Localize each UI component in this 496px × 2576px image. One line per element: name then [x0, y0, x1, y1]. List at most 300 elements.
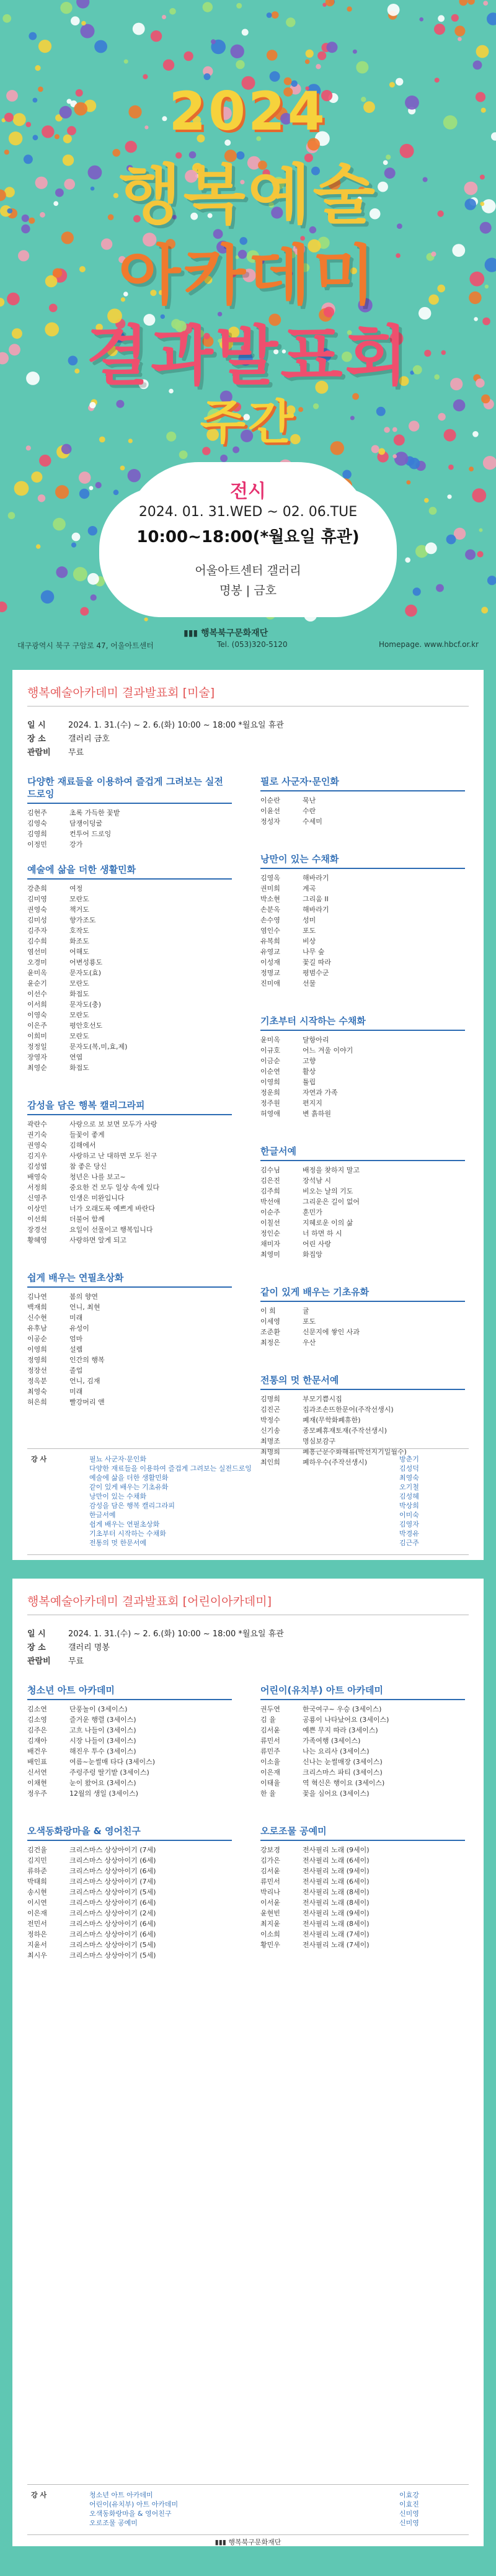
artwork-title: 크리스마스 파티 (3세이스): [303, 1768, 383, 1776]
lecturer-name: 신미영: [399, 2519, 419, 2527]
artwork-title: 공룡이 나타났어요 (3세이스): [303, 1716, 389, 1724]
kids-place-row: [27, 1641, 110, 1652]
artwork-title: 폐흥근문수화해류(박선지기일월수): [303, 1448, 407, 1456]
artwork-title: 평범수군: [303, 969, 329, 977]
confetti-dot: [267, 50, 278, 61]
artist-name: 최시우: [27, 1951, 47, 1959]
artist-row: [260, 978, 465, 989]
artist-row: [260, 1940, 465, 1950]
artwork-title: 전사필리 노래 (8세이): [303, 1888, 370, 1896]
artist-name: 정운희: [260, 1089, 280, 1097]
artist-row: [27, 1010, 232, 1020]
artist-name: 류민주: [260, 1747, 280, 1755]
artist-row: [260, 1788, 465, 1799]
confetti-dot: [394, 452, 409, 466]
confetti-dot: [438, 15, 445, 22]
lecture-course: 감성을 담은 행복 캘리그라피: [89, 1502, 175, 1510]
lecturer-name: 이효강: [399, 2491, 419, 2499]
confetti-dot: [316, 64, 321, 69]
info-cloud: [124, 462, 372, 617]
artist-row: [260, 1207, 465, 1218]
artwork-title: 요일이 선물이고 행복입니다: [69, 1226, 153, 1234]
artwork-title: 그리움 II: [303, 895, 329, 903]
artist-name: 권기숙: [27, 1131, 47, 1139]
artist-name: 김은진: [260, 1177, 280, 1185]
artist-row: [260, 904, 465, 915]
artist-row: [27, 1052, 232, 1063]
kids-section-title: 행복예술아카데미 결과발표회 [어린이아카데미]: [27, 1595, 272, 1608]
artist-row: [260, 1228, 465, 1239]
confetti-dot: [472, 488, 486, 502]
confetti-dot: [236, 3, 242, 9]
artwork-title: 비상: [303, 937, 316, 945]
artist-row: [260, 1746, 465, 1757]
gallery-names: 명봉 | 금호: [219, 584, 277, 597]
artist-name: 김명희: [260, 1395, 280, 1403]
confetti-dot: [347, 6, 352, 11]
artist-name: 박선애: [260, 1198, 280, 1206]
fee-label: 관람비: [27, 748, 51, 757]
lecture-course: 필뇨 사군자·문인화: [89, 1455, 147, 1463]
artist-row: [27, 1950, 232, 1961]
artist-name: 허영애: [260, 1110, 280, 1118]
group-title: 청소년 아트 아카데미: [27, 1684, 232, 1700]
artwork-title: 포도: [303, 1317, 316, 1326]
organizer-bar: [0, 626, 496, 650]
artist-name: 이규호: [260, 1046, 280, 1054]
artwork-title: 향가조도: [69, 916, 96, 924]
homepage-link[interactable]: Homepage. www.hbcf.or.kr: [378, 640, 479, 649]
artist-group: [27, 1684, 232, 1799]
artist-name: 송시현: [27, 1888, 47, 1896]
artwork-title: 전사필리 노래 (7세이): [303, 1941, 370, 1949]
artist-group: [27, 775, 232, 850]
confetti-dot: [81, 24, 95, 38]
artist-group: [260, 1684, 465, 1799]
artist-name: 김서윤: [260, 1726, 280, 1734]
foundation-name: 행복북구문화재단: [201, 628, 268, 638]
artist-row: [27, 968, 232, 978]
artist-name: 김미성: [27, 916, 47, 924]
artist-row: [27, 1866, 232, 1876]
artwork-title: 배정을 찾하지 말고: [303, 1166, 360, 1174]
hero-subtitle: 주간: [200, 394, 296, 450]
artist-name: 정정일: [27, 1043, 47, 1051]
lecturer-name: 김성덕: [399, 1464, 419, 1473]
artist-name: 정우주: [27, 1789, 47, 1798]
artist-name: 이태율: [260, 1779, 280, 1787]
artwork-title: 자연과 가족: [303, 1089, 338, 1097]
artist-name: 강보경: [260, 1846, 280, 1854]
confetti-dot: [356, 61, 368, 74]
lecturer-label: 강 사: [31, 2491, 47, 2499]
lecturer-name: 이효진: [399, 2500, 419, 2508]
artist-row: [27, 1161, 232, 1172]
artwork-title: 성미: [303, 916, 316, 924]
artist-name: 류민서: [260, 1737, 280, 1745]
artwork-title: 전사필리 노래 (9세이): [303, 1846, 370, 1854]
group-title: 한글서예: [260, 1145, 465, 1161]
artwork-title: 어린 사랑: [303, 1240, 332, 1248]
artist-name: 권영숙: [27, 1141, 47, 1149]
artist-name: 진미애: [260, 979, 280, 987]
artist-name: 김 율: [260, 1716, 276, 1724]
footer-logo-text: 행복북구문화재단: [228, 2538, 281, 2546]
group-title: 감성을 담은 행복 캘리그라피: [27, 1099, 232, 1115]
artist-row: [27, 1313, 232, 1323]
artist-name: 김지우: [27, 1152, 47, 1160]
confetti-dot: [317, 51, 326, 60]
artist-name: 이선수: [27, 990, 47, 998]
artist-name: 정인순: [260, 1229, 280, 1237]
artwork-title: 책거도: [69, 906, 89, 914]
lecturer-name: 오기철: [399, 1483, 419, 1491]
artist-name: 김재아: [27, 1737, 47, 1745]
artist-name: 이서윤: [260, 1899, 280, 1907]
artist-name: 이채현: [27, 1779, 47, 1787]
confetti-dot: [56, 566, 68, 578]
artist-row: [27, 1224, 232, 1235]
artist-name: 김서윤: [260, 1867, 280, 1875]
artist-name: 이소희: [260, 1930, 280, 1938]
artist-row: [260, 1908, 465, 1919]
artist-row: [260, 1239, 465, 1249]
artist-name: 박정수: [260, 1416, 280, 1424]
artwork-title: 들꽃이 좋게: [69, 1131, 105, 1139]
confetti-dot: [353, 50, 357, 54]
artwork-title: 너 하면 하 시: [303, 1229, 342, 1237]
artist-name: 김주자: [27, 927, 47, 935]
artwork-title: 인생은 미완입니다: [69, 1194, 125, 1202]
confetti-dot: [109, 582, 117, 590]
artist-row: [27, 1725, 232, 1736]
artist-name: 최명희: [260, 1448, 280, 1456]
artist-name: 김진곤: [260, 1406, 280, 1414]
lecture-course: 전통의 멋 한문서예: [89, 1539, 147, 1547]
artist-row: [27, 1214, 232, 1224]
artist-row: [27, 999, 232, 1010]
artist-name: 최인희: [260, 1458, 280, 1466]
artwork-title: 설렘: [69, 1345, 83, 1353]
artist-row: [27, 1020, 232, 1031]
confetti-dot: [87, 573, 99, 585]
artist-name: 정명교: [260, 969, 280, 977]
kids-date-row: [27, 1627, 284, 1639]
lecturer-name: 최영숙: [399, 1474, 419, 1482]
confetti-dot: [124, 60, 128, 64]
group-title: 오색동화랑마을 & 영어친구: [27, 1825, 232, 1841]
artist-row: [27, 1203, 232, 1214]
artwork-title: 꽃길 따라: [303, 958, 332, 966]
artwork-title: 단풍놀이 (3세이스): [69, 1705, 128, 1713]
artist-row: [27, 1041, 232, 1052]
confetti-dot: [467, 0, 475, 5]
date-value: 2024. 1. 31.(수) ~ 2. 6.(화) 10:00 ~ 18:00 *월요일 휴관: [68, 1629, 284, 1639]
artist-name: 김영숙: [27, 819, 47, 827]
hero-title-line-1: 행복예술: [118, 157, 378, 233]
artist-row: [27, 1302, 232, 1313]
lecture-course: 오로조물 공예미: [89, 2519, 138, 2527]
artist-row: [260, 816, 465, 827]
artist-name: 최정은: [260, 1339, 280, 1347]
artwork-title: 폐하우수(주작선생시): [303, 1458, 368, 1466]
artwork-title: 훈민가: [303, 1208, 322, 1216]
artwork-title: 나무 숲: [303, 948, 325, 956]
artist-name: 유영교: [260, 948, 280, 956]
artist-name: 이영희: [27, 1345, 47, 1353]
artist-name: 권미희: [260, 885, 280, 893]
confetti-dot: [169, 8, 176, 15]
hero-year: 2024: [169, 81, 327, 143]
confetti-dot: [305, 60, 310, 65]
artwork-title: 눈이 왔어요 (3세이스): [69, 1779, 136, 1787]
artist-name: 이시연: [27, 1899, 47, 1907]
artwork-title: 명심보감구: [303, 1437, 336, 1445]
artwork-title: 화조도: [69, 937, 89, 945]
artwork-title: 집과조손뜨한문어(주작선생시): [303, 1406, 394, 1414]
confetti-dot: [162, 15, 166, 19]
artist-row: [27, 1386, 232, 1397]
artist-row: [27, 957, 232, 968]
artist-row: [260, 1866, 465, 1876]
group-title: 예술에 삶을 더한 생활민화: [27, 863, 232, 880]
artist-name: 이순란: [260, 796, 280, 804]
artist-name: 이성재: [260, 958, 280, 966]
artist-name: 신서연: [27, 1768, 47, 1776]
confetti-dot: [405, 558, 410, 563]
artist-row: [260, 1736, 465, 1746]
confetti-dot: [144, 618, 148, 622]
artist-name: 김주은: [27, 1726, 47, 1734]
artwork-title: 시장 나들이 (3세이스): [69, 1737, 136, 1745]
artist-name: 장경선: [27, 1226, 47, 1234]
artist-name: 이윤선: [260, 807, 280, 815]
artist-row: [260, 1077, 465, 1087]
lecture-course: 오색동화랑마을 & 영어친구: [89, 2510, 172, 2518]
artist-row: [260, 1425, 465, 1436]
artwork-title: 컨투어 드로잉: [69, 830, 112, 838]
confetti-dot: [479, 528, 483, 532]
artist-row: [27, 1855, 232, 1866]
fee-value: 무료: [68, 748, 84, 757]
kids-lecturers: [27, 2484, 469, 2535]
artist-name: 이영숙: [27, 1011, 47, 1019]
confetti-dot: [425, 543, 437, 555]
artwork-title: 고향: [303, 1057, 316, 1065]
artwork-title: 평안호선도: [69, 1022, 103, 1030]
artist-row: [260, 957, 465, 968]
artist-name: 이상민: [27, 1205, 47, 1213]
artwork-title: 초록 가득한 꽃밭: [69, 809, 120, 817]
confetti-dot: [220, 455, 228, 462]
footer-logo: ▮▮▮ 행복북구문화재단: [215, 2538, 281, 2546]
artwork-title: 계곡: [303, 885, 316, 893]
artwork-title: 너가 오래도록 예쁘게 바란다: [69, 1205, 156, 1213]
artist-row: [260, 1757, 465, 1767]
artist-name: 이영희: [260, 1078, 280, 1086]
artist-group: [260, 1145, 465, 1260]
artist-row: [260, 968, 465, 978]
artist-name: 최명조: [260, 1437, 280, 1445]
artist-row: [27, 1940, 232, 1950]
place-value: 갤러리 명봉: [68, 1643, 110, 1652]
artwork-title: 가족여행 (3세이스): [303, 1737, 361, 1745]
confetti-dot: [459, 0, 468, 6]
confetti-dot: [267, 12, 272, 18]
artwork-title: 화접도: [69, 1064, 89, 1072]
confetti-dot: [41, 591, 55, 604]
artist-row: [27, 925, 232, 936]
telephone: Tel. (053)320-5120: [217, 640, 288, 649]
artist-name: 배영숙: [27, 1173, 47, 1181]
confetti-dot: [326, 0, 335, 6]
confetti-dot: [473, 61, 482, 70]
artwork-title: 크리스마스 상상아이기 (6세): [69, 1899, 156, 1907]
lecture-course: 낭만이 있는 수채화: [89, 1492, 147, 1500]
confetti-dot: [2, 14, 11, 23]
confetti-dot: [272, 11, 279, 19]
artist-name: 박소현: [260, 895, 280, 903]
confetti-dot: [39, 455, 51, 466]
artist-name: 염선미: [27, 948, 47, 956]
confetti-dot: [71, 543, 76, 548]
artist-row: [260, 1897, 465, 1908]
artwork-title: 화집앙: [303, 1250, 322, 1259]
artwork-title: 강가: [69, 840, 83, 849]
artist-name: 신기송: [260, 1427, 280, 1435]
artist-row: [260, 1876, 465, 1887]
confetti-dot: [409, 458, 420, 469]
artwork-title: 어변성룡도: [69, 958, 103, 966]
artwork-title: 사랑하고 난 대하면 모두 친구: [69, 1152, 157, 1160]
artwork-title: 중요한 건 모두 일상 속에 있다: [69, 1183, 159, 1192]
artist-name: 이순주: [260, 1208, 280, 1216]
artist-row: [260, 1175, 465, 1186]
artist-row: [27, 808, 232, 818]
artwork-title: 전사필리 노래 (8세이): [303, 1920, 370, 1928]
artist-row: [260, 1098, 465, 1108]
artwork-title: 언니, 최현: [69, 1303, 100, 1311]
artist-row: [27, 1182, 232, 1193]
artwork-title: 김해에서: [69, 1141, 96, 1149]
lecture-course: 같이 있게 배우는 기초유화: [89, 1483, 169, 1491]
artist-row: [27, 1376, 232, 1386]
artist-row: [260, 1714, 465, 1725]
date-range: 2024. 01. 31.WED ~ 02. 06.TUE: [138, 504, 358, 520]
confetti-dot: [447, 494, 451, 499]
artist-name: 김나연: [27, 1293, 47, 1301]
confetti-dot: [306, 50, 314, 58]
artist-row: [260, 1415, 465, 1425]
lecture-course: 쉽게 배우는 연필초상화: [89, 1520, 160, 1528]
artist-name: 배인표: [27, 1758, 47, 1766]
artist-row: [260, 1845, 465, 1855]
artist-row: [27, 1235, 232, 1246]
artwork-title: 연엽: [69, 1053, 83, 1061]
artist-row: [260, 1887, 465, 1897]
artwork-title: 졸업: [69, 1366, 83, 1375]
artwork-title: 역 혁신은 행이요 (3세이스): [303, 1779, 385, 1787]
artwork-title: 크리스마스 상상아이기 (5세): [69, 1888, 156, 1896]
artist-row: [260, 1919, 465, 1929]
date-value: 2024. 1. 31.(수) ~ 2. 6.(화) 10:00 ~ 18:00 *월요일 휴관: [68, 721, 284, 730]
artist-name: 김가은: [260, 1856, 280, 1865]
artist-group: [27, 1272, 232, 1407]
artist-name: 신수현: [27, 1314, 47, 1322]
artwork-title: 달항아리: [303, 1036, 329, 1044]
artwork-title: 비오는 날의 기도: [303, 1187, 353, 1195]
artwork-title: 참 좋은 당신: [69, 1162, 107, 1170]
artwork-title: 빨강머리 앤: [69, 1398, 105, 1406]
art-panel: [12, 670, 484, 1560]
place-value: 갤러리 금호: [68, 734, 110, 744]
confetti-dot: [477, 551, 483, 557]
artwork-title: 예쁜 무지 따라 (3세이스): [303, 1726, 378, 1734]
confetti-dot: [392, 454, 397, 458]
artwork-title: 해진우 투수 (3세이스): [69, 1747, 136, 1755]
artwork-title: 포도: [303, 927, 316, 935]
artist-name: 조준환: [260, 1328, 280, 1336]
artist-row: [260, 1087, 465, 1098]
artist-row: [260, 1725, 465, 1736]
artist-name: 정주원: [260, 1099, 280, 1107]
artist-name: 김주희: [260, 1187, 280, 1195]
artwork-title: 전사필리 노래 (9세이): [303, 1909, 370, 1917]
artist-group: [260, 775, 465, 827]
artist-row: [260, 1249, 465, 1260]
confetti-dot: [71, 16, 80, 25]
artist-name: 최영순: [27, 1064, 47, 1072]
artist-name: 정하은: [27, 1930, 47, 1938]
artist-name: 김수희: [27, 937, 47, 945]
artist-row: [27, 1897, 232, 1908]
artwork-title: 모란도: [69, 895, 89, 903]
artist-name: 유복희: [260, 937, 280, 945]
confetti-dot: [407, 480, 411, 484]
art-date-row: [27, 718, 284, 730]
confetti-dot: [231, 45, 244, 58]
artist-row: [27, 1929, 232, 1940]
confetti-dot: [203, 2, 213, 12]
confetti-dot: [458, 37, 462, 42]
date-label: 일 시: [27, 1629, 46, 1639]
hero-title-line-2: 아카데미: [118, 238, 378, 313]
lecturer-name: 김근주: [399, 1539, 419, 1547]
confetti-dot: [487, 12, 496, 25]
confetti-dot: [163, 60, 174, 71]
art-lecturers: [27, 1448, 469, 1555]
artwork-title: 활상: [303, 1067, 316, 1076]
artist-name: 권영숙: [27, 906, 47, 914]
artist-row: [260, 1704, 465, 1714]
artwork-title: 엄마: [69, 1335, 83, 1343]
artist-row: [27, 894, 232, 904]
lecturer-name: 박상희: [399, 1502, 419, 1510]
artist-name: 김지민: [27, 1856, 47, 1865]
artist-name: 최영숙: [27, 1388, 47, 1396]
lecture-course: 기초부터 시작하는 수채화: [89, 1530, 166, 1538]
artist-name: 박태희: [27, 1878, 47, 1886]
artwork-title: 우산: [303, 1339, 316, 1347]
artwork-title: 신나는 눈썰매장 (3세이스): [303, 1758, 383, 1766]
lecture-course: 예술에 삶을 더한 생활민화: [89, 1474, 169, 1482]
confetti-dot: [88, 526, 97, 535]
artist-name: 이은재: [27, 1909, 47, 1917]
artist-name: 황민우: [260, 1941, 280, 1949]
artwork-title: 크리스마스 상상아이기 (5세): [69, 1941, 156, 1949]
artwork-title: 인간의 행복: [69, 1356, 105, 1364]
address: 대구광역시 북구 구암로 47, 어울아트센터: [17, 641, 154, 650]
